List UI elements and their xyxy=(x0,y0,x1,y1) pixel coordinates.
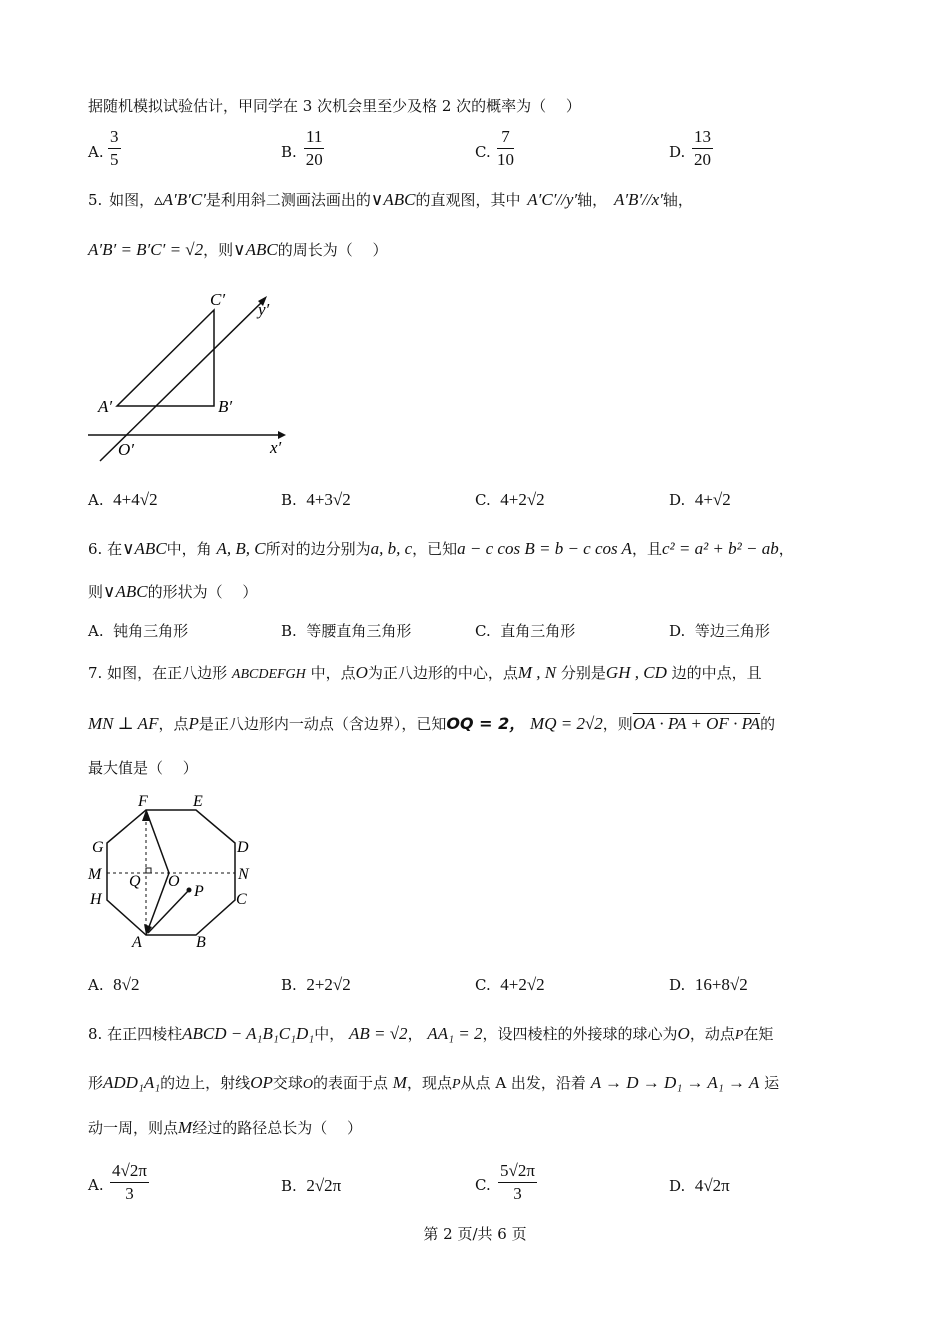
option-label: C. xyxy=(475,976,491,994)
label-y: y′ xyxy=(258,300,270,319)
q7-oct: ABCDEFGH xyxy=(231,667,306,682)
label-c: C xyxy=(236,891,247,908)
label-g: G xyxy=(92,839,104,856)
q8-face: ADD₁A₁ xyxy=(103,1073,161,1092)
q7-o: O xyxy=(355,663,368,682)
q5-cond1: A′C′//y′ xyxy=(527,190,578,209)
q7-opt-a xyxy=(88,975,140,995)
label-c: C′ xyxy=(210,290,226,309)
q6-abc2: ∨ABC xyxy=(103,582,148,601)
q5-opt-c xyxy=(475,490,545,510)
right-angle-mark xyxy=(146,868,151,873)
option-value: 4+4√2 xyxy=(113,490,158,509)
q7-line1 xyxy=(88,663,762,685)
q7-num: 7. xyxy=(88,664,103,682)
option-value: 8√2 xyxy=(113,975,140,994)
y-axis xyxy=(100,300,264,461)
q6-t1: 在 xyxy=(107,540,123,558)
q5-abc2: ∨ABC xyxy=(233,240,278,259)
label-o: O′ xyxy=(118,440,134,459)
q5-opt-a xyxy=(88,490,158,510)
q7-t4: 分别是 xyxy=(560,664,606,682)
option-value: 16+8√2 xyxy=(694,975,748,994)
label-q: Q xyxy=(129,873,141,890)
q5-opt-d xyxy=(669,490,731,510)
option-value: 等腰直角三角形 xyxy=(306,622,412,640)
q4-opt-a-frac xyxy=(108,126,121,171)
numerator: 5√2π xyxy=(498,1160,537,1183)
option-value: 4+√2 xyxy=(694,490,731,509)
q7-opt-c xyxy=(475,975,545,995)
option-label: B. xyxy=(281,976,297,994)
q6-l2b: 的形状为（ ） xyxy=(147,583,258,601)
q8-line2 xyxy=(88,1073,779,1095)
q7-t9: 的 xyxy=(760,715,776,733)
numerator: 4√2π xyxy=(110,1160,149,1183)
q8-opt-a-label: A. xyxy=(88,1176,104,1194)
q8-m2: M xyxy=(178,1118,193,1137)
label-n: N xyxy=(238,866,249,883)
q7-t6: ，点 xyxy=(158,715,189,733)
q4-opt-d-frac xyxy=(692,126,713,171)
q7-t5: 边的中点，且 xyxy=(671,664,762,682)
denominator: 3 xyxy=(513,1184,522,1203)
numerator: 13 xyxy=(692,126,713,149)
q8-o2: O xyxy=(302,1077,313,1092)
denominator: 20 xyxy=(305,150,323,169)
option-value: 2+2√2 xyxy=(306,975,351,994)
q7-t1: 如图，在正八边形 xyxy=(107,664,228,682)
q8-l2g: 运 xyxy=(764,1074,780,1092)
label-e: E xyxy=(193,793,203,810)
q8-l3a: 动一周，则点 xyxy=(88,1119,179,1137)
q8-l2c: 交球 xyxy=(272,1074,303,1092)
q5-cond2: A′B′//x′ xyxy=(613,190,663,209)
option-label: D. xyxy=(669,491,686,509)
q8-t2: 中， xyxy=(314,1025,345,1043)
q4-opt-a-label: A. xyxy=(88,143,104,161)
option-label: A. xyxy=(88,491,104,509)
triangle-abc xyxy=(117,310,214,406)
q7-perp: MN ⊥ AF xyxy=(88,714,159,733)
q8-op: OP xyxy=(250,1073,273,1092)
option-value: 4+2√2 xyxy=(500,975,545,994)
q4-opt-c-label: C. xyxy=(475,143,491,161)
option-label: A. xyxy=(88,622,104,640)
label-p: P xyxy=(194,883,204,900)
q6-angles: A, B, C xyxy=(216,539,266,558)
q8-ab: AB = √2 xyxy=(348,1024,408,1043)
q8-t1: 在正四棱柱 xyxy=(107,1025,183,1043)
q8-l2f: 从点 A 出发，沿着 xyxy=(460,1074,586,1092)
q5-opt-b xyxy=(281,490,351,510)
q5-t1: 如图， xyxy=(109,191,155,209)
option-label: D. xyxy=(669,1177,686,1195)
q4-opt-c-frac xyxy=(497,126,514,171)
label-o: O xyxy=(168,873,180,890)
q5-axis: 轴， xyxy=(577,191,608,209)
q6-l2a: 则 xyxy=(88,583,104,601)
denominator: 10 xyxy=(497,150,514,169)
q5-t2: 是利用斜二测画法画出的 xyxy=(205,191,371,209)
q8-aa1: AA₁ = 2 xyxy=(427,1024,483,1043)
q8-p: P xyxy=(734,1028,744,1043)
label-b: B xyxy=(196,934,206,951)
label-f: F xyxy=(138,793,148,810)
label-a: A xyxy=(132,934,142,951)
denominator: 20 xyxy=(694,150,711,169)
q5-t3: 的直观图，其中 xyxy=(415,191,521,209)
q8-prism: ABCD − A₁B₁C₁D₁ xyxy=(182,1024,315,1043)
q6-eq1: a − c cos B = b − c cos A xyxy=(457,539,632,558)
q8-opt-c-label: C. xyxy=(475,1176,491,1194)
label-b: B′ xyxy=(218,397,233,416)
q7-p: P xyxy=(188,714,199,733)
q6-opt-b xyxy=(281,620,411,641)
q8-l2b: 的边上，射线 xyxy=(160,1074,251,1092)
q8-opt-a-frac xyxy=(110,1160,149,1205)
q6-abc: ∨ABC xyxy=(122,539,167,558)
q8-opt-d xyxy=(669,1176,730,1196)
q7-mq: MQ = 2√2 xyxy=(530,714,603,733)
page-footer: 第 2 页/共 6 页 xyxy=(423,1225,527,1243)
q8-l3b: 经过的路径总长为（ ） xyxy=(192,1119,362,1137)
q5-eq: A′B′ = B′C′ = √2 xyxy=(88,240,204,259)
q8-opt-c-frac xyxy=(498,1160,537,1205)
q4-opt-d-label: D. xyxy=(669,143,686,161)
denominator: 5 xyxy=(110,150,119,169)
option-label: D. xyxy=(669,976,686,994)
option-value: 4+2√2 xyxy=(500,490,545,509)
q8-num: 8. xyxy=(88,1025,103,1043)
q5-t4: ，则 xyxy=(203,241,234,259)
q7-line2 xyxy=(88,714,775,734)
q7-opt-b xyxy=(281,975,351,995)
q7-mn: M , N xyxy=(517,663,557,682)
vec-oa xyxy=(146,873,169,935)
q6-t4: ，已知 xyxy=(412,540,458,558)
q5-t5: 的周长为（ ） xyxy=(277,241,388,259)
label-m: M xyxy=(88,866,102,883)
option-value: 4+3√2 xyxy=(306,490,351,509)
label-a: A′ xyxy=(98,397,113,416)
q7-line3: 最大值是（ ） xyxy=(88,759,198,777)
point-p xyxy=(187,888,192,893)
q7-edges: GH , CD xyxy=(605,663,667,682)
q6-eq2: c² = a² + b² − ab xyxy=(661,539,779,558)
q8-t4: ，设四棱柱的外接球的球心为 xyxy=(482,1025,678,1043)
option-label: D. xyxy=(669,622,686,640)
q8-l2a: 形 xyxy=(88,1074,104,1092)
q6-t5: ，且 xyxy=(631,540,662,558)
q5-tri: ▵A′B′C′ xyxy=(154,190,206,209)
q6-line2 xyxy=(88,582,257,602)
q8-m: M xyxy=(392,1073,407,1092)
q6-line1 xyxy=(88,539,794,559)
q8-p2: P xyxy=(451,1077,461,1092)
denominator: 3 xyxy=(125,1184,134,1203)
label-d: D xyxy=(237,839,249,856)
q7-t2: 中，点 xyxy=(310,664,356,682)
q7-oq: OQ = 2， xyxy=(446,714,526,733)
q6-opt-c xyxy=(475,620,575,641)
option-label: C. xyxy=(475,491,491,509)
label-h: H xyxy=(90,891,102,908)
numerator: 7 xyxy=(497,126,514,149)
option-label: B. xyxy=(281,491,297,509)
q7-opt-d xyxy=(669,975,748,995)
q4-stem: 据随机模拟试验估计，甲同学在 3 次机会里至少及格 2 次的概率为（ ） xyxy=(88,97,581,115)
q7-t8: ，则 xyxy=(602,715,633,733)
q6-t2: 中，角 xyxy=(166,540,212,558)
option-label: B. xyxy=(281,622,297,640)
option-label: B. xyxy=(281,1177,297,1195)
q7-expr: OA · PA + OF · PA xyxy=(632,714,761,733)
q6-t3: 所对的边分别为 xyxy=(265,540,371,558)
option-value: 钝角三角形 xyxy=(113,622,189,640)
q5-num: 5. xyxy=(88,191,103,209)
q6-sides: a, b, c xyxy=(370,539,413,558)
q8-line1 xyxy=(88,1024,773,1046)
q7-t3: 为正八边形的中心，点 xyxy=(367,664,518,682)
q5-line2 xyxy=(88,240,388,260)
q6-opt-d xyxy=(669,620,770,641)
vec-of xyxy=(146,810,169,873)
q8-line3 xyxy=(88,1118,362,1138)
q8-t3: ， xyxy=(407,1025,423,1043)
option-value: 4√2π xyxy=(694,1176,730,1195)
q5-abc: ∨ABC xyxy=(370,190,416,209)
q8-t5: ，动点 xyxy=(689,1025,735,1043)
q8-t6: 在矩 xyxy=(743,1025,774,1043)
q8-o: O xyxy=(677,1024,690,1043)
q5-figure xyxy=(80,285,300,465)
numerator: 3 xyxy=(108,126,121,149)
option-label: A. xyxy=(88,976,104,994)
q5-line1 xyxy=(88,190,693,210)
q7-figure xyxy=(84,790,259,955)
q6-num: 6. xyxy=(88,540,103,558)
numerator: 11 xyxy=(304,126,324,149)
q6-opt-a xyxy=(88,620,188,641)
q8-l2d: 的表面于点 xyxy=(313,1074,389,1092)
option-label: C. xyxy=(475,622,491,640)
q4-opt-b-label: B. xyxy=(281,143,297,161)
q8-path: A → D → D₁ → A₁ → A xyxy=(590,1073,760,1092)
q4-opt-b-frac xyxy=(304,126,324,171)
q6-t6: ， xyxy=(778,540,794,558)
q7-t7: 是正八边形内一动点（含边界），已知 xyxy=(198,715,447,733)
option-value: 等边三角形 xyxy=(694,622,770,640)
option-value: 2√2π xyxy=(306,1176,342,1195)
option-value: 直角三角形 xyxy=(500,622,576,640)
label-x: x′ xyxy=(270,438,282,457)
q8-opt-b xyxy=(281,1176,341,1196)
q8-l2e: ，现点 xyxy=(406,1074,452,1092)
q5-axis2: 轴， xyxy=(662,191,693,209)
